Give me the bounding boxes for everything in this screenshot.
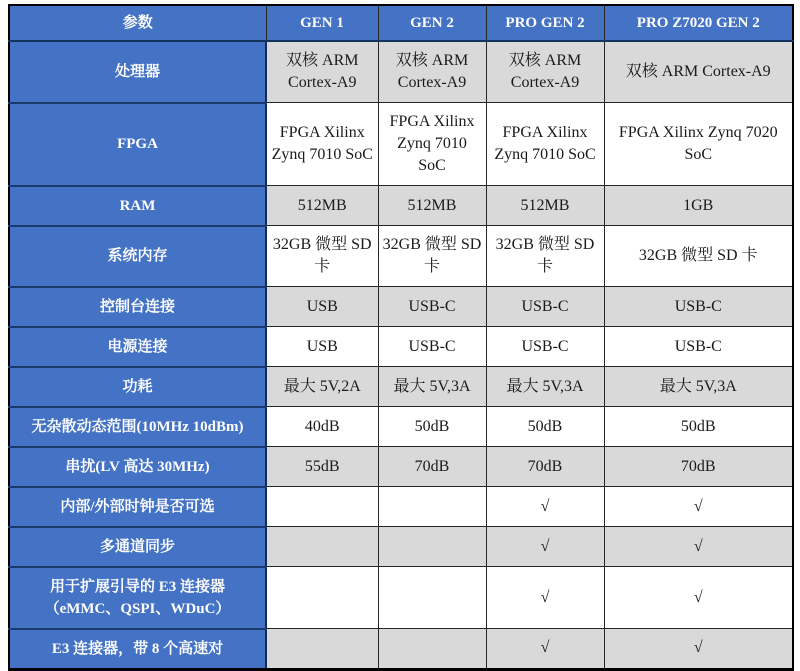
table-row <box>9 287 793 327</box>
spec-cell: 50dB <box>378 407 486 447</box>
spec-cell: 最大 5V,3A <box>378 367 486 407</box>
spec-cell: √ <box>604 487 793 527</box>
spec-cell: 70dB <box>486 447 604 487</box>
column-header-param: 参数 <box>9 5 266 41</box>
header-row <box>9 5 793 41</box>
row-label: E3 连接器，带 8 个高速对 <box>9 629 266 670</box>
spec-cell: 双核 ARM Cortex-A9 <box>486 41 604 103</box>
spec-cell: USB-C <box>486 287 604 327</box>
spec-cell: FPGA Xilinx Zynq 7020 SoC <box>604 103 793 186</box>
spec-cell: 1GB <box>604 186 793 226</box>
spec-cell: 512MB <box>266 186 378 226</box>
spec-cell: √ <box>486 527 604 567</box>
row-label: 多通道同步 <box>9 527 266 567</box>
table-row <box>9 226 793 287</box>
spec-cell: √ <box>486 567 604 629</box>
spec-cell: USB-C <box>378 287 486 327</box>
row-label: 内部/外部时钟是否可选 <box>9 487 266 527</box>
spec-cell: 32GB 微型 SD 卡 <box>266 226 378 287</box>
column-header-gen1: GEN 1 <box>266 5 378 41</box>
row-label: 用于扩展引导的 E3 连接器（eMMC、QSPI、WDuC） <box>9 567 266 629</box>
spec-cell: 512MB <box>486 186 604 226</box>
table-row <box>9 527 793 567</box>
column-header-pro-z7020-gen2: PRO Z7020 GEN 2 <box>604 5 793 41</box>
row-label: RAM <box>9 186 266 226</box>
spec-cell: 最大 5V,3A <box>486 367 604 407</box>
spec-cell: USB-C <box>486 327 604 367</box>
row-label: 电源连接 <box>9 327 266 367</box>
spec-cell <box>378 527 486 567</box>
table-row <box>9 487 793 527</box>
column-header-pro-gen2: PRO GEN 2 <box>486 5 604 41</box>
spec-cell: FPGA Xilinx Zynq 7010 SoC <box>486 103 604 186</box>
spec-cell <box>378 487 486 527</box>
spec-cell: √ <box>604 527 793 567</box>
spec-cell: 32GB 微型 SD 卡 <box>486 226 604 287</box>
spec-comparison-table <box>8 4 794 671</box>
spec-cell: 40dB <box>266 407 378 447</box>
table-row <box>9 629 793 670</box>
table-row <box>9 407 793 447</box>
spec-cell <box>266 629 378 670</box>
spec-cell: 70dB <box>604 447 793 487</box>
table-row <box>9 367 793 407</box>
spec-cell: USB-C <box>604 287 793 327</box>
row-label: 无杂散动态范围(10MHz 10dBm) <box>9 407 266 447</box>
spec-cell: 32GB 微型 SD 卡 <box>604 226 793 287</box>
table-row <box>9 186 793 226</box>
spec-cell <box>266 487 378 527</box>
spec-cell: USB <box>266 327 378 367</box>
spec-cell: 55dB <box>266 447 378 487</box>
row-label: 功耗 <box>9 367 266 407</box>
spec-cell: 70dB <box>378 447 486 487</box>
table-row <box>9 103 793 186</box>
table-row <box>9 41 793 103</box>
spec-cell: FPGA Xilinx Zynq 7010 SoC <box>266 103 378 186</box>
spec-cell: 最大 5V,2A <box>266 367 378 407</box>
row-label: 系统内存 <box>9 226 266 287</box>
column-header-gen2: GEN 2 <box>378 5 486 41</box>
spec-cell: √ <box>486 487 604 527</box>
spec-cell: √ <box>486 629 604 670</box>
spec-cell <box>266 567 378 629</box>
spec-cell: 最大 5V,3A <box>604 367 793 407</box>
spec-cell: USB-C <box>604 327 793 367</box>
spec-cell: 512MB <box>378 186 486 226</box>
table-row <box>9 567 793 629</box>
table-row <box>9 447 793 487</box>
spec-cell: 双核 ARM Cortex-A9 <box>604 41 793 103</box>
spec-cell: 50dB <box>486 407 604 447</box>
table-header <box>9 5 793 41</box>
table-row <box>9 327 793 367</box>
spec-cell: 双核 ARM Cortex-A9 <box>378 41 486 103</box>
spec-cell <box>266 527 378 567</box>
spec-cell: 双核 ARM Cortex-A9 <box>266 41 378 103</box>
spec-cell: √ <box>604 567 793 629</box>
row-label: 处理器 <box>9 41 266 103</box>
spec-cell: USB <box>266 287 378 327</box>
spec-cell <box>378 567 486 629</box>
row-label: 控制台连接 <box>9 287 266 327</box>
spec-cell: USB-C <box>378 327 486 367</box>
row-label: FPGA <box>9 103 266 186</box>
table-body <box>9 41 793 669</box>
row-label: 串扰(LV 高达 30MHz) <box>9 447 266 487</box>
spec-cell: 32GB 微型 SD 卡 <box>378 226 486 287</box>
spec-cell: √ <box>604 629 793 670</box>
spec-cell <box>378 629 486 670</box>
spec-cell: FPGA Xilinx Zynq 7010 SoC <box>378 103 486 186</box>
spec-cell: 50dB <box>604 407 793 447</box>
